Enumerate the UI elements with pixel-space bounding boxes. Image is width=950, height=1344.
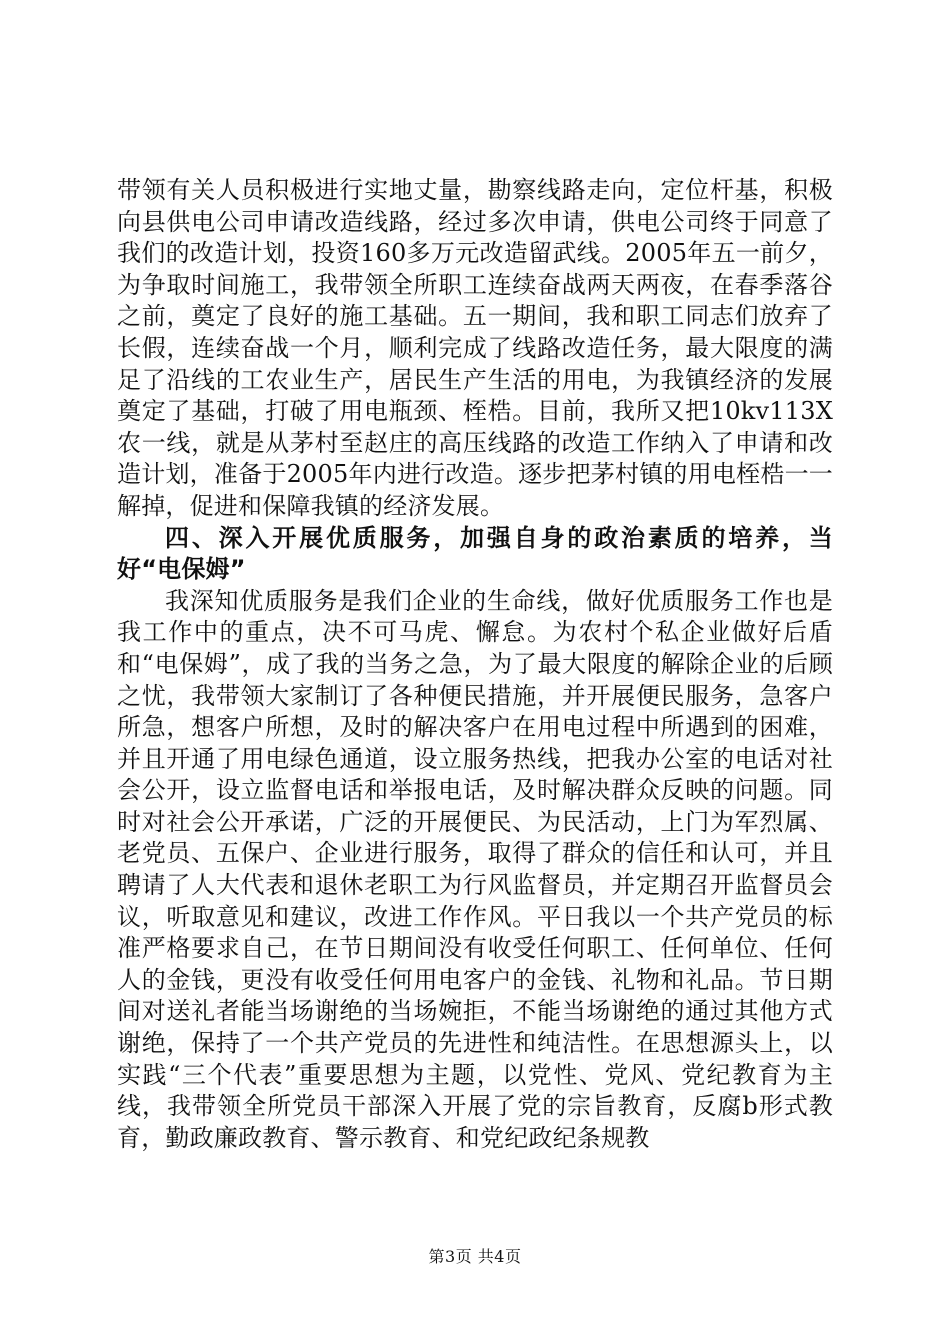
section-heading: 四、深入开展优质服务，加强自身的政治素质的培养，当好“电保姆” (117, 523, 833, 584)
document-body (117, 175, 833, 1154)
body-paragraph-continued: 带领有关人员积极进行实地丈量，勘察线路走向，定位杆基，积极向县供电公司申请改造线路，经过多次申请，供电公司终于同意了我们的改造计划，投资160多万元改造留武线。2005年五一前夕，为争取时间施工，我带领全所职工连续奋战两天两夜，在春季落谷之前，奠定了良好的施工基础。五一期间，我和职工同志们放弃了长假，连续奋战一个月，顺利完成了线路改造任务，最大限度的满足了沿线的工农业生产，居民生产生活的用电，为我镇经济的发展奠定了基础，打破了用电瓶颈、桎梏。目前，我所又把10kv113X农一线，就是从茅村至赵庄的高压线路的改造工作纳入了申请和改造计划，准备于2005年内进行改造。逐步把茅村镇的用电桎梏一一解掉，促进和保障我镇的经济发展。 (117, 176, 833, 520)
body-paragraph-service: 我深知优质服务是我们企业的生命线，做好优质服务工作也是我工作中的重点，决不可马虎、懈怠。为农村个私企业做好后盾和“电保姆”，成了我的当务之急，为了最大限度的解除企业的后顾之忧，我带领大家制订了各种便民措施，并开展便民服务，急客户所急，想客户所想，及时的解决客户在用电过程中所遇到的困难，并且开通了用电绿色通道，设立服务热线，把我办公室的电话对社会公开，设立监督电话和举报电话，及时解决群众反映的问题。同时对社会公开承诺，广泛的开展便民、为民活动，上门为军烈属、老党员、五保户、企业进行服务，取得了群众的信任和认可，并且聘请了人大代表和退休老职工为行风监督员，并定期召开监督员会议，听取意见和建议，改进工作作风。平日我以一个共产党员的标准严格要求自己，在节日期间没有收受任何职工、任何单位、任何人的金钱，更没有收受任何用电客户的金钱、礼物和礼品。节日期间对送礼者能当场谢绝的当场婉拒，不能当场谢绝的通过其他方式谢绝，保持了一个共产党员的先进性和纯洁性。在思想源头上，以实践“三个代表”重要思想为主题，以党性、党风、党纪教育为主线，我带领全所党员干部深入开展了党的宗旨教育，反腐b形式教育，勤政廉政教育、警示教育、和党纪政纪条规教 (117, 586, 833, 1152)
page-footer: 第3页 共4页 (428, 1247, 522, 1266)
